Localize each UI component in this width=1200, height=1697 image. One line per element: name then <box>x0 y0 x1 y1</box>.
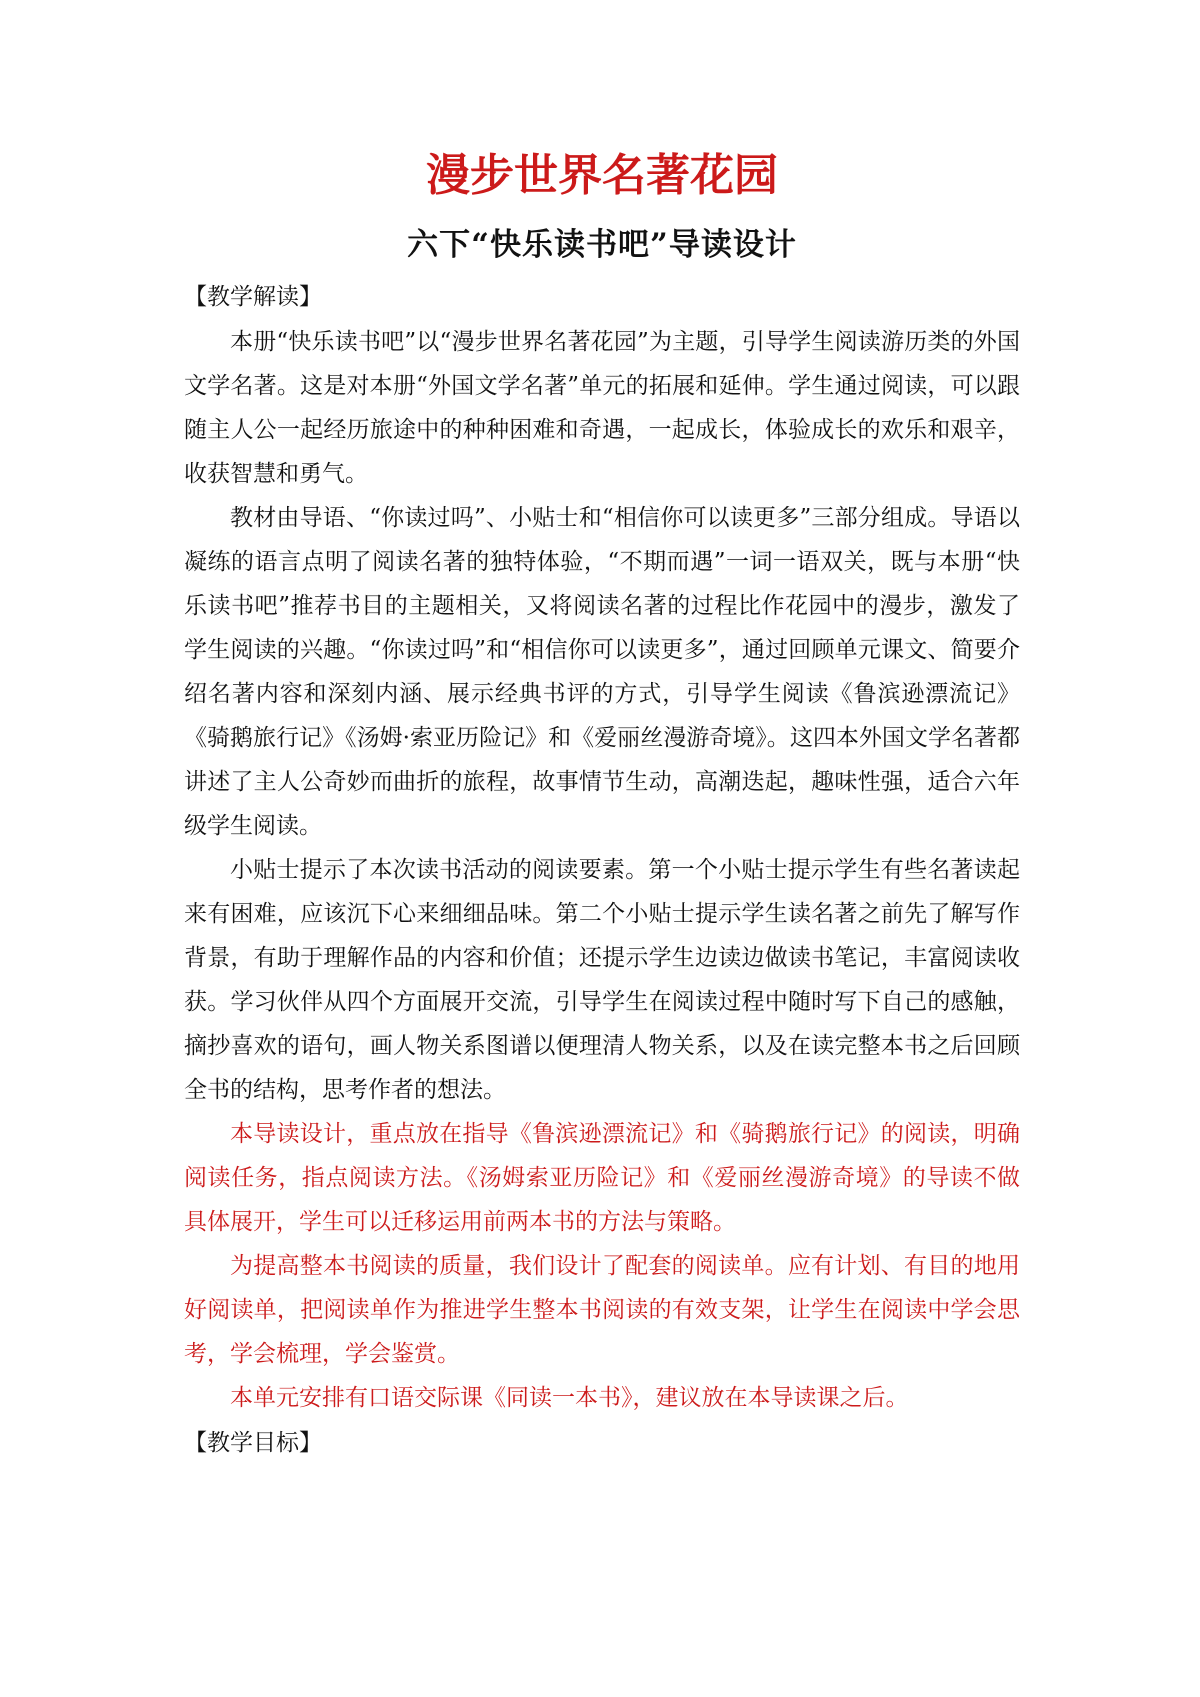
paragraph-textbook-structure: 教材由导语、“你读过吗”、小贴士和“相信你可以读更多”三部分组成。导语以凝练的语言点明了阅读名著的独特体验，“不期而遇”一词一语双关，既与本册“快乐读书吧”推荐书目的主题相关，又将阅读名著的过程比作花园中的漫步，激发了学生阅读的兴趣。“你读过吗”和“相信你可以读更多”，通过回顾单元课文、简要介绍名著内容和深刻内涵、展示经典书评的方式，引导学生阅读《鲁滨逊漂流记》《骑鹅旅行记》《汤姆·索亚历险记》和《爱丽丝漫游奇境》。这四本外国文学名著都讲述了主人公奇妙而曲折的旅程，故事情节生动，高潮迭起，趣味性强，适合六年级学生阅读。 <box>184 505 1020 839</box>
paragraph-intro: 本册“快乐读书吧”以“漫步世界名著花园”为主题，引导学生阅读游历类的外国文学名著。这是对本册“外国文学名著”单元的拓展和延伸。学生通过阅读，可以跟随主人公一起经历旅途中的种种困难和奇遇，一起成长，体验成长的欢乐和艰辛，收获智慧和勇气。 <box>184 329 1020 487</box>
paragraph-tips: 小贴士提示了本次读书活动的阅读要素。第一个小贴士提示学生有些名著读起来有困难，应该沉下心来细细品味。第二个小贴士提示学生读名著之前先了解写作背景，有助于理解作品的内容和价值；还提示学生边读边做读书笔记，丰富阅读收获。学习伙伴从四个方面展开交流，引导学生在阅读过程中随时写下自己的感触，摘抄喜欢的语句，画人物关系图谱以便理清人物关系，以及在读完整本书之后回顾全书的结构，思考作者的想法。 <box>184 857 1020 1103</box>
section-heading-goals: 【教学目标】 <box>184 1430 322 1456</box>
section-heading-interpretation: 【教学解读】 <box>184 284 322 310</box>
document-title: 漫步世界名著花园 <box>426 150 778 201</box>
document-content <box>184 140 1020 1466</box>
paragraph-reading-sheet: 为提高整本书阅读的质量，我们设计了配套的阅读单。应有计划、有目的地用好阅读单，把阅读单作为推进学生整本书阅读的有效支架，让学生在阅读中学会思考，学会梳理，学会鉴赏。 <box>184 1253 1020 1367</box>
paragraph-design-focus: 本导读设计，重点放在指导《鲁滨逊漂流记》和《骑鹅旅行记》的阅读，明确阅读任务，指点阅读方法。《汤姆索亚历险记》和《爱丽丝漫游奇境》的导读不做具体展开，学生可以迁移运用前两本书的方法与策略。 <box>184 1121 1020 1235</box>
paragraph-oral-communication: 本单元安排有口语交际课《同读一本书》，建议放在本导读课之后。 <box>230 1385 909 1411</box>
document-subtitle: 六下“快乐读书吧”导读设计 <box>407 227 797 263</box>
